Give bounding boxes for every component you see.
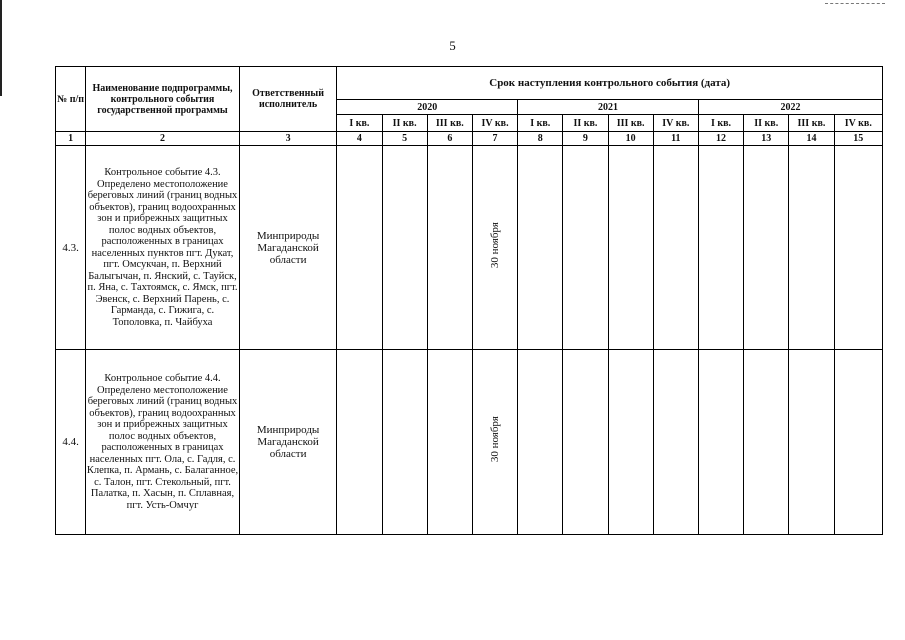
header-deadline: Срок наступления контрольного события (дата) [337, 67, 883, 100]
header-quarter: I кв. [518, 115, 563, 132]
quarter-cell [563, 350, 608, 535]
header-year-2021: 2021 [518, 100, 699, 115]
quarter-cell [789, 146, 834, 350]
header-quarter: II кв. [563, 115, 608, 132]
table-row [56, 350, 883, 535]
header-quarter: III кв. [427, 115, 472, 132]
quarter-cell [653, 350, 698, 535]
column-number: 11 [653, 132, 698, 146]
quarter-cell [337, 350, 382, 535]
quarter-cell-deadline [472, 146, 517, 350]
quarter-cell [518, 350, 563, 535]
header-quarter: IV кв. [472, 115, 517, 132]
executor: Минприроды Магаданской области [239, 350, 336, 535]
column-number: 12 [698, 132, 743, 146]
header-quarter: I кв. [337, 115, 382, 132]
header-quarter: III кв. [789, 115, 834, 132]
quarter-cell [382, 146, 427, 350]
table-row [56, 146, 883, 350]
quarter-cell [608, 146, 653, 350]
event-name: Контрольное событие 4.3. Определено местоположение береговых линий (границ водных объектов), границ водоохранных зон и прибрежных защитных полос водных объектов, расположенных в границах населенных пунктов пгт. Дукат, пгт. Омсукчан, п. Верхний Балыгычан, п. Янский, с. Тауйск, п. Яна, с. Тахтоямск, с. Ямск, пгт. Эвенск, с. Верхний Парень, с. Гарманда, с. Гижига, с. Тополовка, п. Чайбуха [86, 146, 240, 350]
column-number: 14 [789, 132, 834, 146]
quarter-cell [427, 146, 472, 350]
row-number: 4.3. [56, 146, 86, 350]
quarter-cell [563, 146, 608, 350]
quarter-cell [744, 146, 789, 350]
quarter-cell-deadline [472, 350, 517, 535]
column-number: 13 [744, 132, 789, 146]
column-number: 2 [86, 132, 240, 146]
header-quarter: IV кв. [653, 115, 698, 132]
quarter-cell [337, 146, 382, 350]
quarter-cell [653, 146, 698, 350]
column-number: 9 [563, 132, 608, 146]
column-number: 3 [239, 132, 336, 146]
scan-corner-mark [825, 3, 885, 5]
event-name: Контрольное событие 4.4. Определено местоположение береговых линий (границ водных объектов), границ водоохранных зон и прибрежных защитных полос водных объектов, расположенных в границах населенных пгт. Ола, с. Гадля, с. Клепка, п. Армань, с. Балаганное, с. Талон, пгт. Стекольный, пгт. Палатка, п. Хасын, п. Сплавная, пгт. Усть-Омчуг [86, 350, 240, 535]
column-number: 1 [56, 132, 86, 146]
deadline-date: 30 ноября [489, 221, 502, 269]
quarter-cell [789, 350, 834, 535]
column-number: 10 [608, 132, 653, 146]
header-quarter: II кв. [382, 115, 427, 132]
quarter-cell [427, 350, 472, 535]
quarter-cell [518, 146, 563, 350]
control-events-table [55, 66, 883, 535]
quarter-cell [382, 350, 427, 535]
row-number: 4.4. [56, 350, 86, 535]
deadline-date: 30 ноября [489, 416, 502, 463]
quarter-cell [698, 146, 743, 350]
header-year-2020: 2020 [337, 100, 518, 115]
column-number: 5 [382, 132, 427, 146]
quarter-cell [608, 350, 653, 535]
header-year-2022: 2022 [698, 100, 882, 115]
column-number: 15 [834, 132, 882, 146]
executor: Минприроды Магаданской области [239, 146, 336, 350]
page-number: 5 [449, 38, 456, 53]
column-number: 4 [337, 132, 382, 146]
quarter-cell [834, 350, 882, 535]
header-quarter: IV кв. [834, 115, 882, 132]
header-name: Наименование подпрограммы, контрольного события государственной программы [86, 67, 240, 132]
header-num: № п/п [56, 67, 86, 132]
header-executor: Ответственный исполнитель [239, 67, 336, 132]
header-quarter: II кв. [744, 115, 789, 132]
quarter-cell [834, 146, 882, 350]
quarter-cell [698, 350, 743, 535]
column-number: 8 [518, 132, 563, 146]
header-quarter: III кв. [608, 115, 653, 132]
quarter-cell [744, 350, 789, 535]
column-number: 7 [472, 132, 517, 146]
column-number: 6 [427, 132, 472, 146]
header-quarter: I кв. [698, 115, 743, 132]
